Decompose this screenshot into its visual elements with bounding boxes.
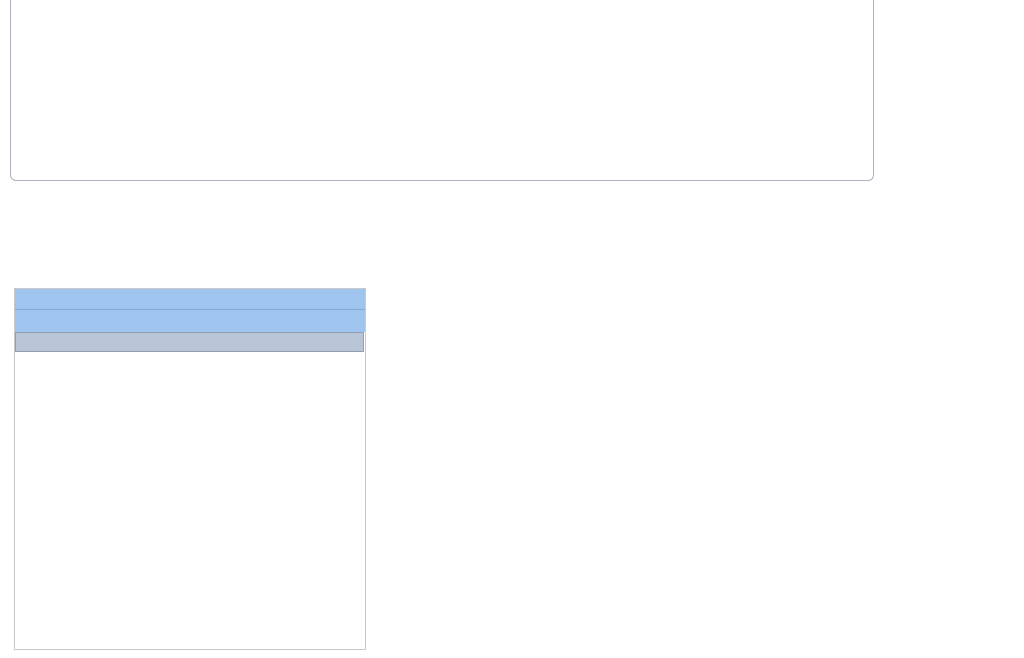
problem-info-box (10, 0, 874, 181)
header-divider (15, 309, 365, 310)
income-statement-form (14, 288, 366, 650)
statement-period-input[interactable] (15, 332, 364, 352)
statement-header (15, 289, 365, 332)
